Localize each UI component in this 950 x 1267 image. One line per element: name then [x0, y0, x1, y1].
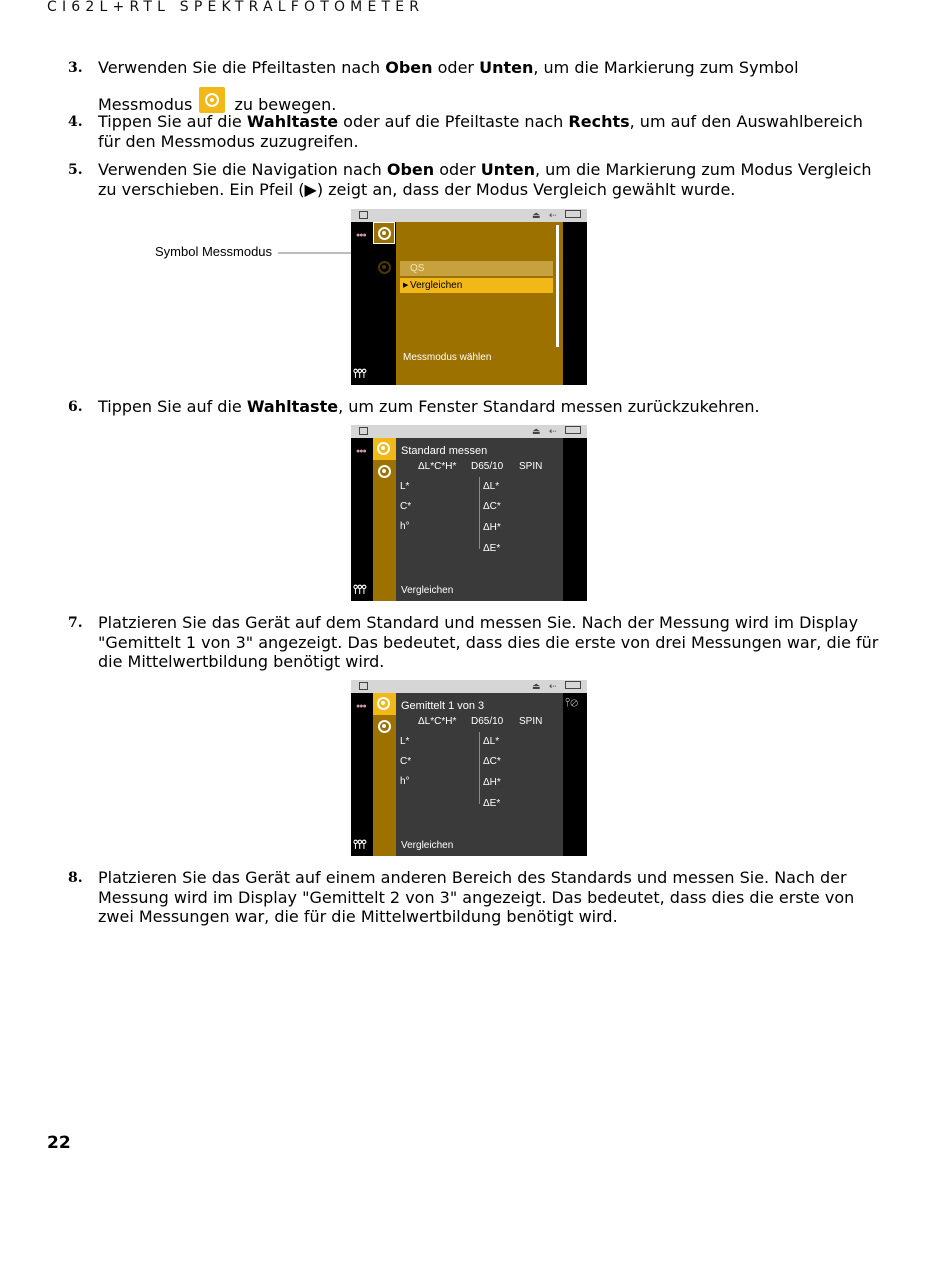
screen-footer: Vergleichen — [401, 585, 454, 596]
step-text: Verwenden Sie die Navigation nach Oben oder Unten, um die Markierung zum Modus Vergleich zu verschieben. Ein Pfeil (▶) zeigt an, dass der Modus Vergleich gewählt wurde. — [98, 160, 872, 199]
menu-column — [351, 438, 373, 601]
measure-mode-icon — [199, 87, 225, 113]
value-label: h° — [400, 776, 410, 787]
value-label: L* — [400, 736, 410, 747]
delta-label: ΔH* — [483, 522, 501, 533]
screen-title: Gemittelt 1 von 3 — [401, 700, 485, 712]
header-spin: SPIN — [519, 716, 543, 727]
step-number: 8. — [68, 870, 83, 886]
step-number: 4. — [68, 114, 83, 130]
value-label: C* — [400, 756, 412, 767]
right-column — [563, 438, 587, 601]
battery-icon — [565, 426, 581, 434]
menu-item-vergleichen[interactable]: ▶ Vergleichen — [400, 278, 553, 293]
mode-icon-column — [373, 693, 396, 856]
menu-column — [351, 222, 373, 385]
mode-icon-column — [373, 438, 396, 601]
lock-icon — [359, 211, 368, 219]
step-number: 7. — [68, 615, 83, 631]
device-screen-standard-measure — [351, 425, 587, 601]
battery-icon — [565, 681, 581, 689]
measure-mode-icon[interactable] — [375, 258, 393, 276]
target-icon[interactable] — [373, 438, 396, 460]
right-column — [563, 222, 587, 385]
column-divider — [479, 477, 480, 549]
header-spin: SPIN — [519, 461, 543, 472]
menu-item-qs[interactable]: QS — [400, 261, 553, 276]
lock-icon — [359, 427, 368, 435]
delta-label: ΔL* — [483, 736, 500, 747]
mode-icon-column — [373, 222, 396, 385]
menu-column — [351, 693, 373, 856]
header-illuminant: D65/10 — [471, 461, 504, 472]
step-text: Platzieren Sie das Gerät auf dem Standard und messen Sie. Nach der Messung wird im Display "Gemittelt 1 von 3" angezeigt. Das bedeutet, dass dies die erste von drei Messungen war, die für die Mittelwertbildung benötigt wird. — [98, 613, 879, 671]
delta-label: ΔE* — [483, 798, 501, 809]
step-text: Platzieren Sie das Gerät auf einem anderen Bereich des Standards und messen Sie. Nach der Messung wird im Display "Gemittelt 2 von 3" angezeigt. Das bedeutet, dass dies die erste von zwei Messungen war, die für die Mittelwertbildung benötigt wird. — [98, 868, 855, 926]
settings-sliders-icon: ⫯⫯⫯ — [353, 582, 366, 596]
status-icons: ⏏ ⇠ — [532, 681, 581, 692]
value-label: h° — [400, 521, 410, 532]
delta-label: ΔE* — [483, 543, 501, 554]
device-screen-averaged — [351, 680, 587, 856]
step-text: Tippen Sie auf die Wahltaste, um zum Fenster Standard messen zurückzukehren. — [98, 397, 760, 416]
step-number: 5. — [68, 162, 83, 178]
status-bar — [351, 209, 587, 222]
delta-label: ΔH* — [483, 777, 501, 788]
screen-footer: Messmodus wählen — [403, 352, 492, 363]
step-number: 6. — [68, 399, 83, 415]
scrollbar[interactable] — [556, 225, 559, 347]
battery-icon — [565, 210, 581, 218]
value-label: C* — [400, 501, 412, 512]
status-bar — [351, 425, 587, 438]
delta-label: ΔL* — [483, 481, 500, 492]
right-column — [563, 693, 587, 856]
column-divider — [479, 732, 480, 804]
status-icons: ⏏ ⇠ — [532, 210, 581, 221]
measure-mode-icon[interactable] — [375, 717, 393, 735]
screen-title: Standard messen — [401, 445, 488, 457]
page-number: 22 — [47, 1133, 71, 1153]
settings-sliders-icon: ⫯⫯⫯ — [353, 366, 366, 380]
header-mode: ΔL*C*H* — [418, 716, 457, 727]
delta-label: ΔC* — [483, 501, 501, 512]
header-illuminant: D65/10 — [471, 716, 504, 727]
document-header: CI62L+RTL SPEKTRALFOTOMETER — [47, 0, 425, 15]
device-screen-measure-mode — [351, 209, 587, 385]
value-label: L* — [400, 481, 410, 492]
delta-label: ΔC* — [483, 756, 501, 767]
callout-label: Symbol Messmodus — [155, 244, 273, 259]
average-cancel-icon[interactable]: ⫯⊘ — [565, 695, 579, 709]
menu-dots-icon: ●●● — [356, 703, 366, 710]
screen-footer: Vergleichen — [401, 840, 454, 851]
menu-dots-icon: ●●● — [356, 232, 366, 239]
selected-arrow-icon: ▶ — [403, 282, 409, 289]
status-bar — [351, 680, 587, 693]
status-icons: ⏏ ⇠ — [532, 426, 581, 437]
lock-icon — [359, 682, 368, 690]
settings-sliders-icon: ⫯⫯⫯ — [353, 837, 366, 851]
step-text: Tippen Sie auf die Wahltaste oder auf die Pfeiltaste nach Rechts, um auf den Auswahlbereich für den Messmodus zuzugreifen. — [98, 112, 863, 151]
measure-mode-icon[interactable] — [375, 462, 393, 480]
header-mode: ΔL*C*H* — [418, 461, 457, 472]
step-text: Verwenden Sie die Pfeiltasten nach Oben oder Unten, um die Markierung zum Symbol Messmodus zu bewegen. — [98, 58, 799, 114]
step-number: 3. — [68, 60, 83, 76]
target-icon[interactable] — [373, 222, 395, 244]
menu-dots-icon: ●●● — [356, 448, 366, 455]
target-icon[interactable] — [373, 693, 396, 715]
